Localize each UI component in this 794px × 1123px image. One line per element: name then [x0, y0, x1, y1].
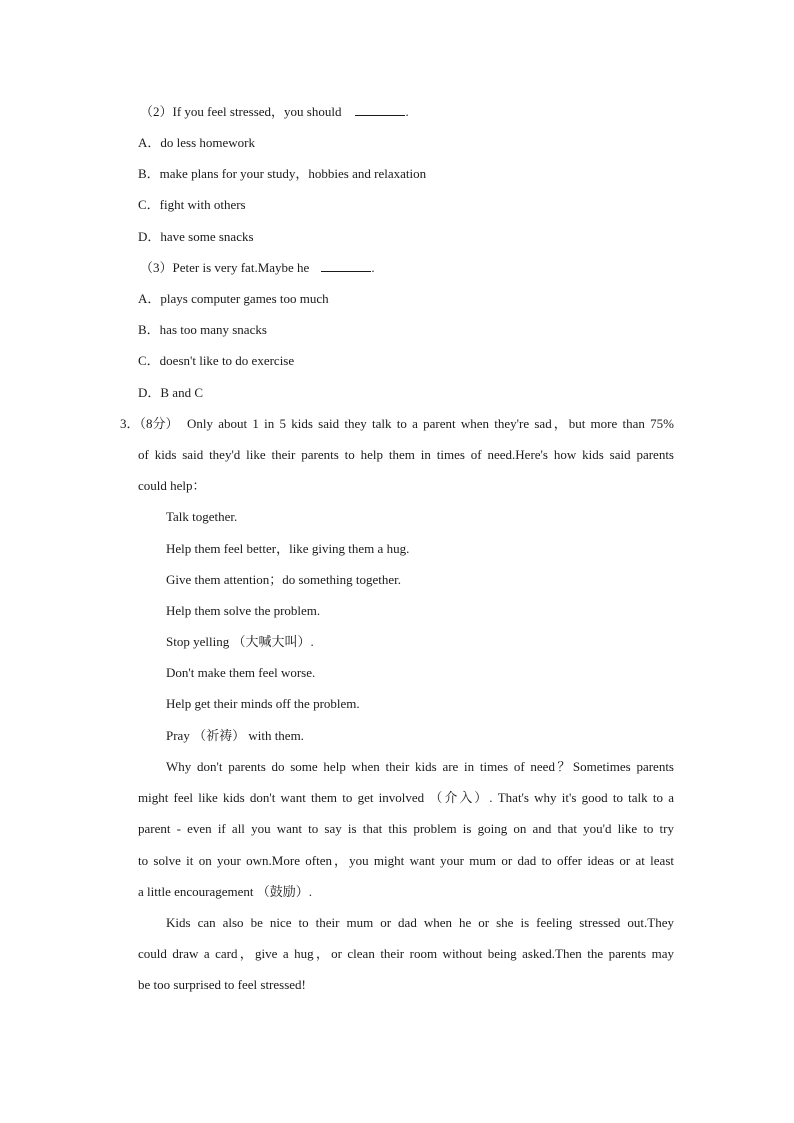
passage-intro-line: could help： — [138, 478, 206, 493]
question-3-stem — [140, 260, 375, 276]
passage-intro-line: Only about 1 in 5 kids said they talk to a parent when they're sad，but more than 75% — [187, 416, 674, 431]
paragraph-3-line: could draw a card，give a hug，or clean their room without being asked.Then the parents may — [138, 946, 674, 961]
paragraph-2-line: Why don't parents do some help when their kids are in times of need？Sometimes parents — [166, 759, 674, 774]
question-2-suffix: . — [405, 104, 409, 119]
option-b: B．make plans for your study，hobbies and relaxation — [138, 166, 427, 181]
paragraph-2-line: might feel like kids don't want them to get involved （介入）. That's why it's good to talk to a — [138, 790, 674, 805]
list-item: Help them solve the problem. — [166, 603, 321, 618]
answer-blank — [355, 104, 405, 116]
list-item: Help get their minds off the problem. — [166, 696, 360, 711]
option-d: D．have some snacks — [138, 229, 254, 244]
paragraph-2-line: to solve it on your own.More often，you might want your mum or dad to offer ideas or at least — [138, 853, 674, 868]
list-item: Give them attention；do something together. — [166, 572, 402, 587]
list-item: Pray （祈祷） with them. — [166, 728, 304, 743]
question-3-stem-text: （3）Peter is very fat.Maybe he — [140, 260, 310, 275]
question-3-suffix: . — [371, 260, 375, 275]
option-d: D．B and C — [138, 385, 204, 400]
paragraph-3-line: Kids can also be nice to their mum or dad when he or she is feeling stressed out.They — [166, 915, 674, 930]
question-2-stem-text: （2）If you feel stressed，you should — [140, 104, 342, 119]
list-item: Don't make them feel worse. — [166, 665, 316, 680]
list-item: Help them feel better，like giving them a hug. — [166, 541, 410, 556]
option-c: C．fight with others — [138, 197, 246, 212]
answer-blank — [321, 260, 371, 272]
paragraph-2-line: parent - even if all you want to say is that this problem is going on and that you'd like to try — [138, 821, 674, 836]
passage-intro-line: of kids said they'd like their parents to help them in times of need.Here's how kids said parents — [138, 447, 674, 462]
option-a: A．plays computer games too much — [138, 291, 329, 306]
list-item: Talk together. — [166, 509, 238, 524]
option-a: A．do less homework — [138, 135, 255, 150]
paragraph-2-line: a little encouragement （鼓励）. — [138, 884, 313, 899]
passage-number: 3．（8分） — [120, 416, 179, 431]
list-item: Stop yelling （大喊大叫）. — [166, 634, 314, 649]
option-c: C．doesn't like to do exercise — [138, 353, 295, 368]
question-2-stem — [140, 104, 409, 120]
paragraph-3-line: be too surprised to feel stressed! — [138, 977, 306, 992]
option-b: B．has too many snacks — [138, 322, 267, 337]
